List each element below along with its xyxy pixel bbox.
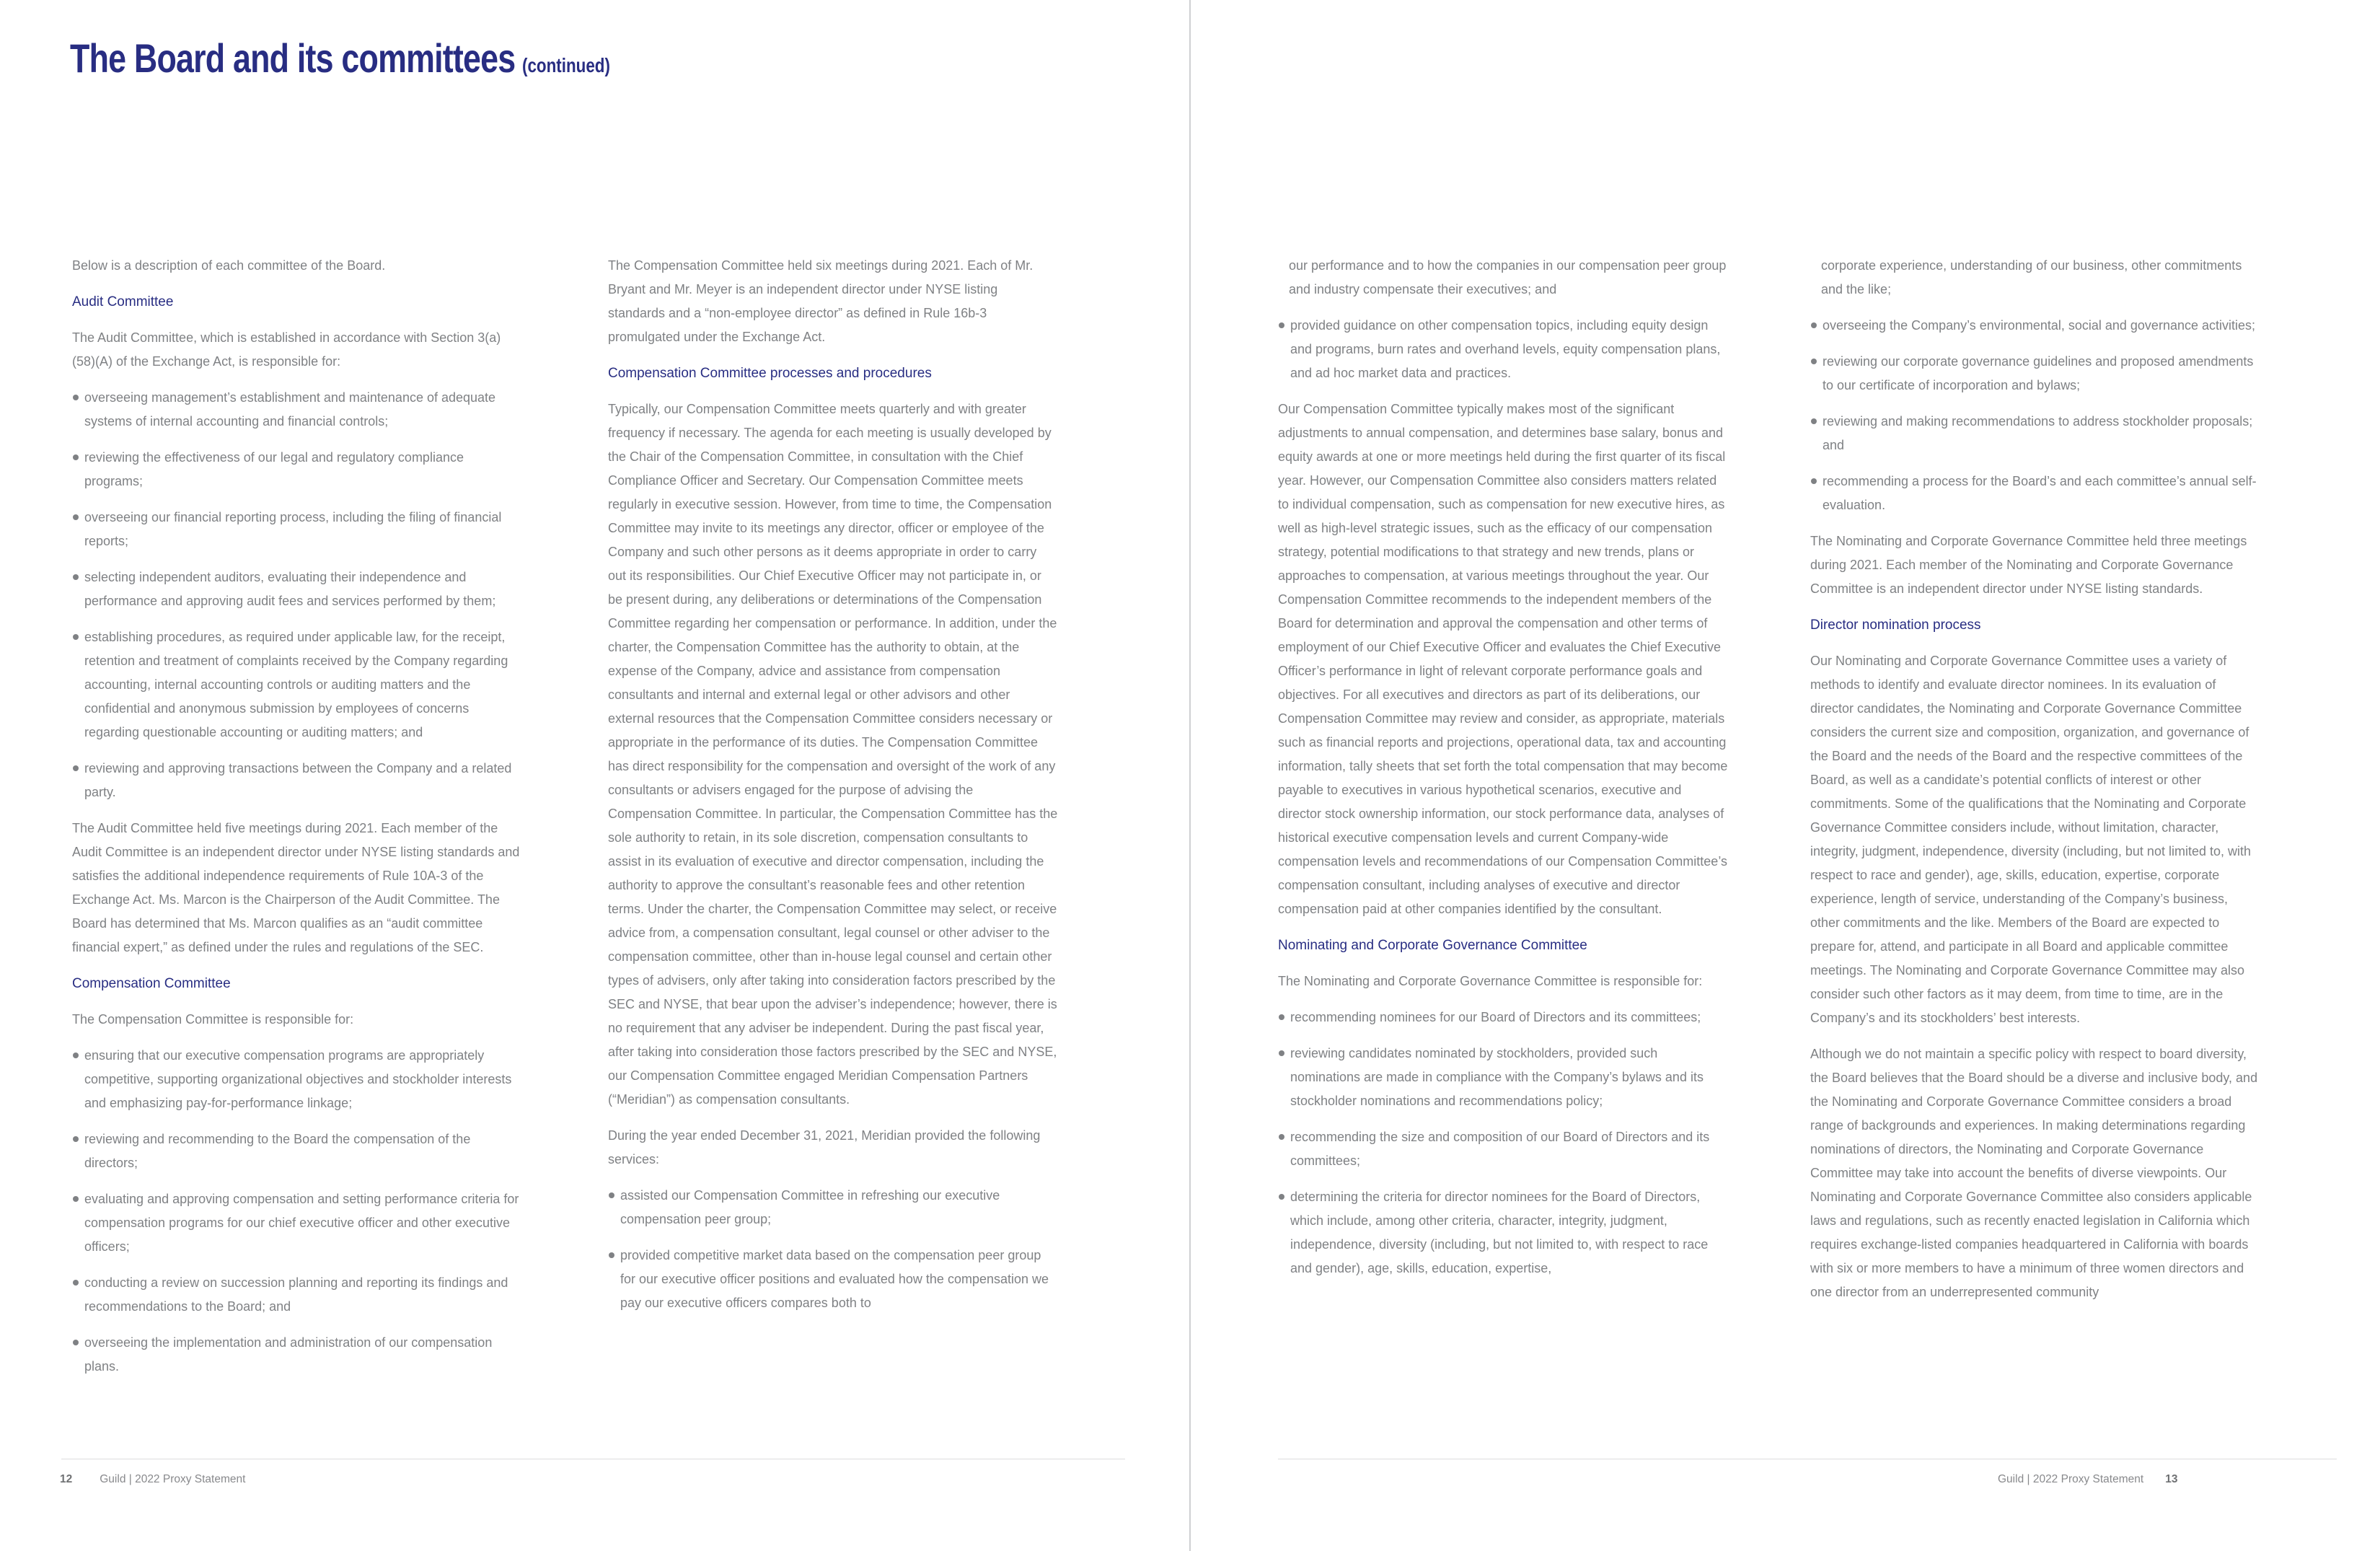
bullet-icon: [1279, 1134, 1284, 1140]
bullet-item: [72, 386, 522, 434]
bullet-text: conducting a review on succession planning and reporting its findings and recommendations to the Board; and: [84, 1275, 508, 1314]
bullet-icon: [73, 634, 79, 640]
bullet-icon: [73, 1053, 79, 1058]
paragraph: The Nominating and Corporate Governance Committee is responsible for:: [1278, 974, 1703, 988]
bullet-text: establishing procedures, as required under applicable law, for the receipt, retention and treatment of complaints received by the Company regarding accounting, internal accounting controls or auditing matters and the confidential and anonymous submission by employees of concerns regarding questionable accounting or auditing matters; and: [84, 630, 508, 739]
bullet-icon: [1811, 322, 1817, 328]
bullet-item: [72, 1331, 522, 1379]
bullet-text: ensuring that our executive compensation programs are appropriately competitive, supporting organizational objectives and stockholder interests and emphasizing pay-for-performance linkage;: [84, 1048, 512, 1110]
bullet-icon: [609, 1252, 614, 1258]
bullet-text: overseeing our financial reporting process, including the filing of financial reports;: [84, 510, 502, 548]
bullet-icon: [73, 1280, 79, 1286]
bullet-icon: [73, 395, 79, 400]
paragraph: The Audit Committee held five meetings during 2021. Each member of the Audit Committee is an independent director under NYSE listing standards and satisfies the additional independence requirements of Rule 10A-3 of the Exchange Act. Ms. Marcon is the Chairperson of the Audit Committee. The Board has determined that Ms. Marcon qualifies as an “audit committee financial expert,” as defined under the rules and regulations of the SEC.: [72, 821, 520, 954]
bullet-item: [1278, 1006, 1728, 1029]
bullet-text: evaluating and approving compensation and setting performance criteria for compensation programs for our chief executive officer and other executive officers;: [84, 1192, 519, 1254]
bullet-text: provided guidance on other compensation topics, including equity design and programs, burn rates and overhand levels, equity compensation plans, and ad hoc market data and practices.: [1290, 318, 1721, 380]
bullet-item: [72, 1187, 522, 1259]
bullet-text: reviewing our corporate governance guidelines and proposed amendments to our certificate of incorporation and bylaws;: [1823, 354, 2254, 392]
bullet-text: recommending a process for the Board’s and each committee’s annual self-evaluation.: [1823, 474, 2257, 512]
section-heading: Nominating and Corporate Governance Committee: [1278, 938, 1587, 953]
page-number: 13: [2165, 1473, 2178, 1485]
bullet-item: [72, 625, 522, 744]
page-divider: [1189, 0, 1191, 1551]
page-footer-right: [1998, 1473, 2177, 1486]
bullet-icon: [1811, 418, 1817, 424]
bullet-text: reviewing and recommending to the Board the compensation of the directors;: [84, 1132, 471, 1170]
section-heading: Audit Committee: [72, 294, 174, 309]
bullet-icon: [1279, 1194, 1284, 1200]
bullet-item: [608, 1184, 1058, 1231]
bullet-item: [1810, 350, 2260, 397]
bullet-icon: [73, 1136, 79, 1142]
section-heading: Director nomination process: [1810, 618, 1981, 633]
bullet-text: determining the criteria for director nominees for the Board of Directors, which include, among other criteria, character, integrity, judgment, independence, diversity (including, but not limited to, with respect to race and gender), age, skills, education, expertise,: [1290, 1190, 1709, 1275]
bullet-icon: [1811, 478, 1817, 484]
bullet-item: [72, 506, 522, 553]
bullet-icon: [73, 765, 79, 771]
bullet-text: overseeing the implementation and administration of our compensation plans.: [84, 1335, 493, 1374]
bullet-text: recommending nominees for our Board of Directors and its committees;: [1290, 1010, 1701, 1024]
paragraph: The Compensation Committee held six meetings during 2021. Each of Mr. Bryant and Mr. Meyer is an independent director under NYSE listing standards and a “non-employee director” as defined in Rule 16b-3 promulgated under the Exchange Act.: [608, 258, 1033, 344]
bullet-item: [72, 1044, 522, 1115]
bullet-item: [1810, 470, 2260, 517]
paragraph: Our Nominating and Corporate Governance Committee uses a variety of methods to identify and evaluate director nominees. In its evaluation of director candidates, the Nominating and Corporate Governance Committee considers the current size and composition, organization, and governance of the Board and the needs of the Board and the respective committees of the Board, as well as a candidate’s potential conflicts of interest or other commitments. Some of the qualifications that the Nominating and Corporate Governance Committee considers include, without limitation, character, integrity, judgment, independence, diversity (including, but not limited to, with respect to race and gender), age, skills, education, expertise, corporate experience, length of service, understanding of the Company’s business, other commitments and the like. Members of the Board are expected to prepare for, attend, and participate in all Board and applicable committee meetings. The Nominating and Corporate Governance Committee may also consider such other factors as it may deem, from time to time, are in the Company’s and its stockholders’ best interests.: [1810, 654, 2251, 1025]
bullet-item: [72, 566, 522, 613]
bullet-text: overseeing the Company’s environmental, social and governance activities;: [1823, 318, 2256, 333]
column-3: [1278, 254, 1728, 1293]
footer-label: Guild | 2022 Proxy Statement: [1998, 1473, 2144, 1485]
page-title-main: The Board and its committees: [70, 35, 516, 81]
column-2: [608, 254, 1058, 1327]
bullet-text: reviewing and making recommendations to address stockholder proposals; and: [1823, 414, 2253, 452]
paragraph: Our Compensation Committee typically makes most of the significant adjustments to annual compensation, and determines base salary, bonus and equity awards at one or more meetings held during the first quarter of its fiscal year. However, our Compensation Committee also considers matters related to individual compensation, such as compensation for new executive hires, as well as high-level strategic issues, such as the efficacy of our compensation strategy, potential modifications to that strategy and new trends, plans or approaches to compensation, at various meetings throughout the year. Our Compensation Committee recommends to the independent members of the Board for determination and approval the compensation and other terms of employment of our Chief Executive Officer and evaluates the Chief Executive Officer’s performance in light of relevant corporate performance goals and objectives. For all executives and directors as part of its deliberations, our Compensation Committee may review and consider, as appropriate, materials such as financial reports and projections, operational data, tax and accounting information, tally sheets that set forth the total compensation that may become payable to executives in various hypothetical scenarios, executive and director stock ownership information, our stock performance data, analyses of historical executive compensation levels and current Company-wide compensation levels and recommendations of our Compensation Committee’s compensation consultant, including analyses of executive and director compensation paid at other companies identified by the consultant.: [1278, 402, 1728, 916]
bullet-item: [1278, 314, 1728, 385]
page-title: [70, 35, 610, 82]
column-1: [72, 254, 522, 1391]
bullet-continuation: corporate experience, understanding of our business, other commitments and the like;: [1821, 258, 2242, 296]
bullet-icon: [73, 454, 79, 460]
paragraph: The Compensation Committee is responsible for:: [72, 1012, 354, 1027]
bullet-icon: [1279, 1050, 1284, 1056]
bullet-icon: [73, 1340, 79, 1345]
paragraph: Below is a description of each committee of the Board.: [72, 258, 386, 273]
bullet-icon: [609, 1192, 614, 1198]
bullet-text: reviewing the effectiveness of our legal and regulatory compliance programs;: [84, 450, 464, 488]
section-heading: Compensation Committee: [72, 976, 231, 991]
bullet-item: [1278, 1125, 1728, 1173]
bullet-continuation: our performance and to how the companies in our compensation peer group and industry compensate their executives; and: [1289, 258, 1727, 296]
bullet-item: [72, 1271, 522, 1319]
bullet-text: recommending the size and composition of our Board of Directors and its committees;: [1290, 1130, 1710, 1168]
bullet-text: reviewing and approving transactions between the Company and a related party.: [84, 761, 512, 799]
bullet-item: [1810, 314, 2260, 338]
page-footer-left: [60, 1473, 245, 1486]
footer-label: Guild | 2022 Proxy Statement: [100, 1473, 246, 1485]
bullet-icon: [1811, 359, 1817, 364]
column-4: [1810, 254, 2260, 1317]
bullet-text: assisted our Compensation Committee in refreshing our executive compensation peer group;: [620, 1188, 1000, 1226]
bullet-item: [1810, 410, 2260, 457]
bullet-icon: [1279, 1014, 1284, 1020]
bullet-text: provided competitive market data based on the compensation peer group for our executive officer positions and evaluated how the compensation we pay our executive officers compares both to: [620, 1248, 1049, 1310]
paragraph: Typically, our Compensation Committee meets quarterly and with greater frequency if necessary. The agenda for each meeting is usually developed by the Chair of the Compensation Committee, in consultation with the Chief Compliance Officer and Secretary. Our Compensation Committee meets regularly in executive session. However, from time to time, the Compensation Committee may invite to its meetings any director, officer or employee of the Company and such other persons as it deems appropriate in order to carry out its responsibilities. Our Chief Executive Officer may not participate in, or be present during, any deliberations or determinations of the Compensation Committee regarding her compensation or performance. In addition, under the charter, the Compensation Committee has the authority to obtain, at the expense of the Company, advice and assistance from compensation consultants and internal and external legal or other advisors and other external resources that the Compensation Committee considers necessary or appropriate in the performance of its duties. The Compensation Committee has direct responsibility for the compensation and oversight of the work of any consultants or advisers engaged for the purpose of advising the Compensation Committee. In particular, the Compensation Committee has the sole authority to retain, in its sole discretion, compensation consultants to assist in its evaluation of executive and director compensation, including the authority to approve the consultant’s reasonable fees and other retention terms. Under the charter, the Compensation Committee may select, or receive advice from, a compensation consultant, legal counsel or other adviser to the compensation committee, other than in-house legal counsel and certain other types of advisers, only after taking into consideration factors prescribed by the SEC and NYSE, that bear upon the adviser’s independence; however, there is no requirement that any adviser be independent. During the past fiscal year, after taking into consideration those factors prescribed by the SEC and NYSE, our Compensation Committee engaged Meridian Compensation Partners (“Meridian”) as compensation consultants.: [608, 402, 1058, 1107]
bullet-item: [72, 1128, 522, 1175]
bullet-text: selecting independent auditors, evaluating their independence and performance and approving audit fees and services performed by them;: [84, 570, 496, 608]
bullet-text: overseeing management’s establishment and maintenance of adequate systems of internal accounting and financial controls;: [84, 390, 496, 429]
bullet-item: [608, 1244, 1058, 1315]
bullet-text: reviewing candidates nominated by stockholders, provided such nominations are made in compliance with the Company’s bylaws and its stockholder nominations and recommendations policy;: [1290, 1046, 1704, 1108]
page-number: 12: [60, 1473, 73, 1485]
bullet-item: [72, 446, 522, 493]
bullet-icon: [73, 1196, 79, 1202]
bullet-item: [1278, 1185, 1728, 1280]
paragraph: The Nominating and Corporate Governance Committee held three meetings during 2021. Each member of the Nominating and Corporate Governance Committee is an independent director under NYSE listing standards.: [1810, 534, 2247, 596]
section-heading: Compensation Committee processes and procedures: [608, 366, 932, 381]
bullet-icon: [73, 574, 79, 580]
paragraph: During the year ended December 31, 2021, Meridian provided the following services:: [608, 1128, 1041, 1166]
paragraph: Although we do not maintain a specific policy with respect to board diversity, the Board believes that the Board should be a diverse and inclusive body, and the Nominating and Corporate Governance Committee considers a broad range of backgrounds and experiences. In making determinations regarding nominations of directors, the Nominating and Corporate Governance Committee may take into account the benefits of diverse viewpoints. Our Nominating and Corporate Governance Committee also considers applicable laws and regulations, such as recently enacted legislation in California which requires exchange-listed companies headquartered in California with boards with six or more members to have a minimum of three women directors and one director from an underrepresented community: [1810, 1047, 2258, 1299]
page-title-continued: (continued): [521, 54, 610, 76]
bullet-icon: [73, 514, 79, 520]
bullet-item: [1278, 1042, 1728, 1113]
paragraph: The Audit Committee, which is established in accordance with Section 3(a)(58)(A) of the Exchange Act, is responsible for:: [72, 330, 501, 369]
bullet-item: [72, 757, 522, 804]
bullet-icon: [1279, 322, 1284, 328]
